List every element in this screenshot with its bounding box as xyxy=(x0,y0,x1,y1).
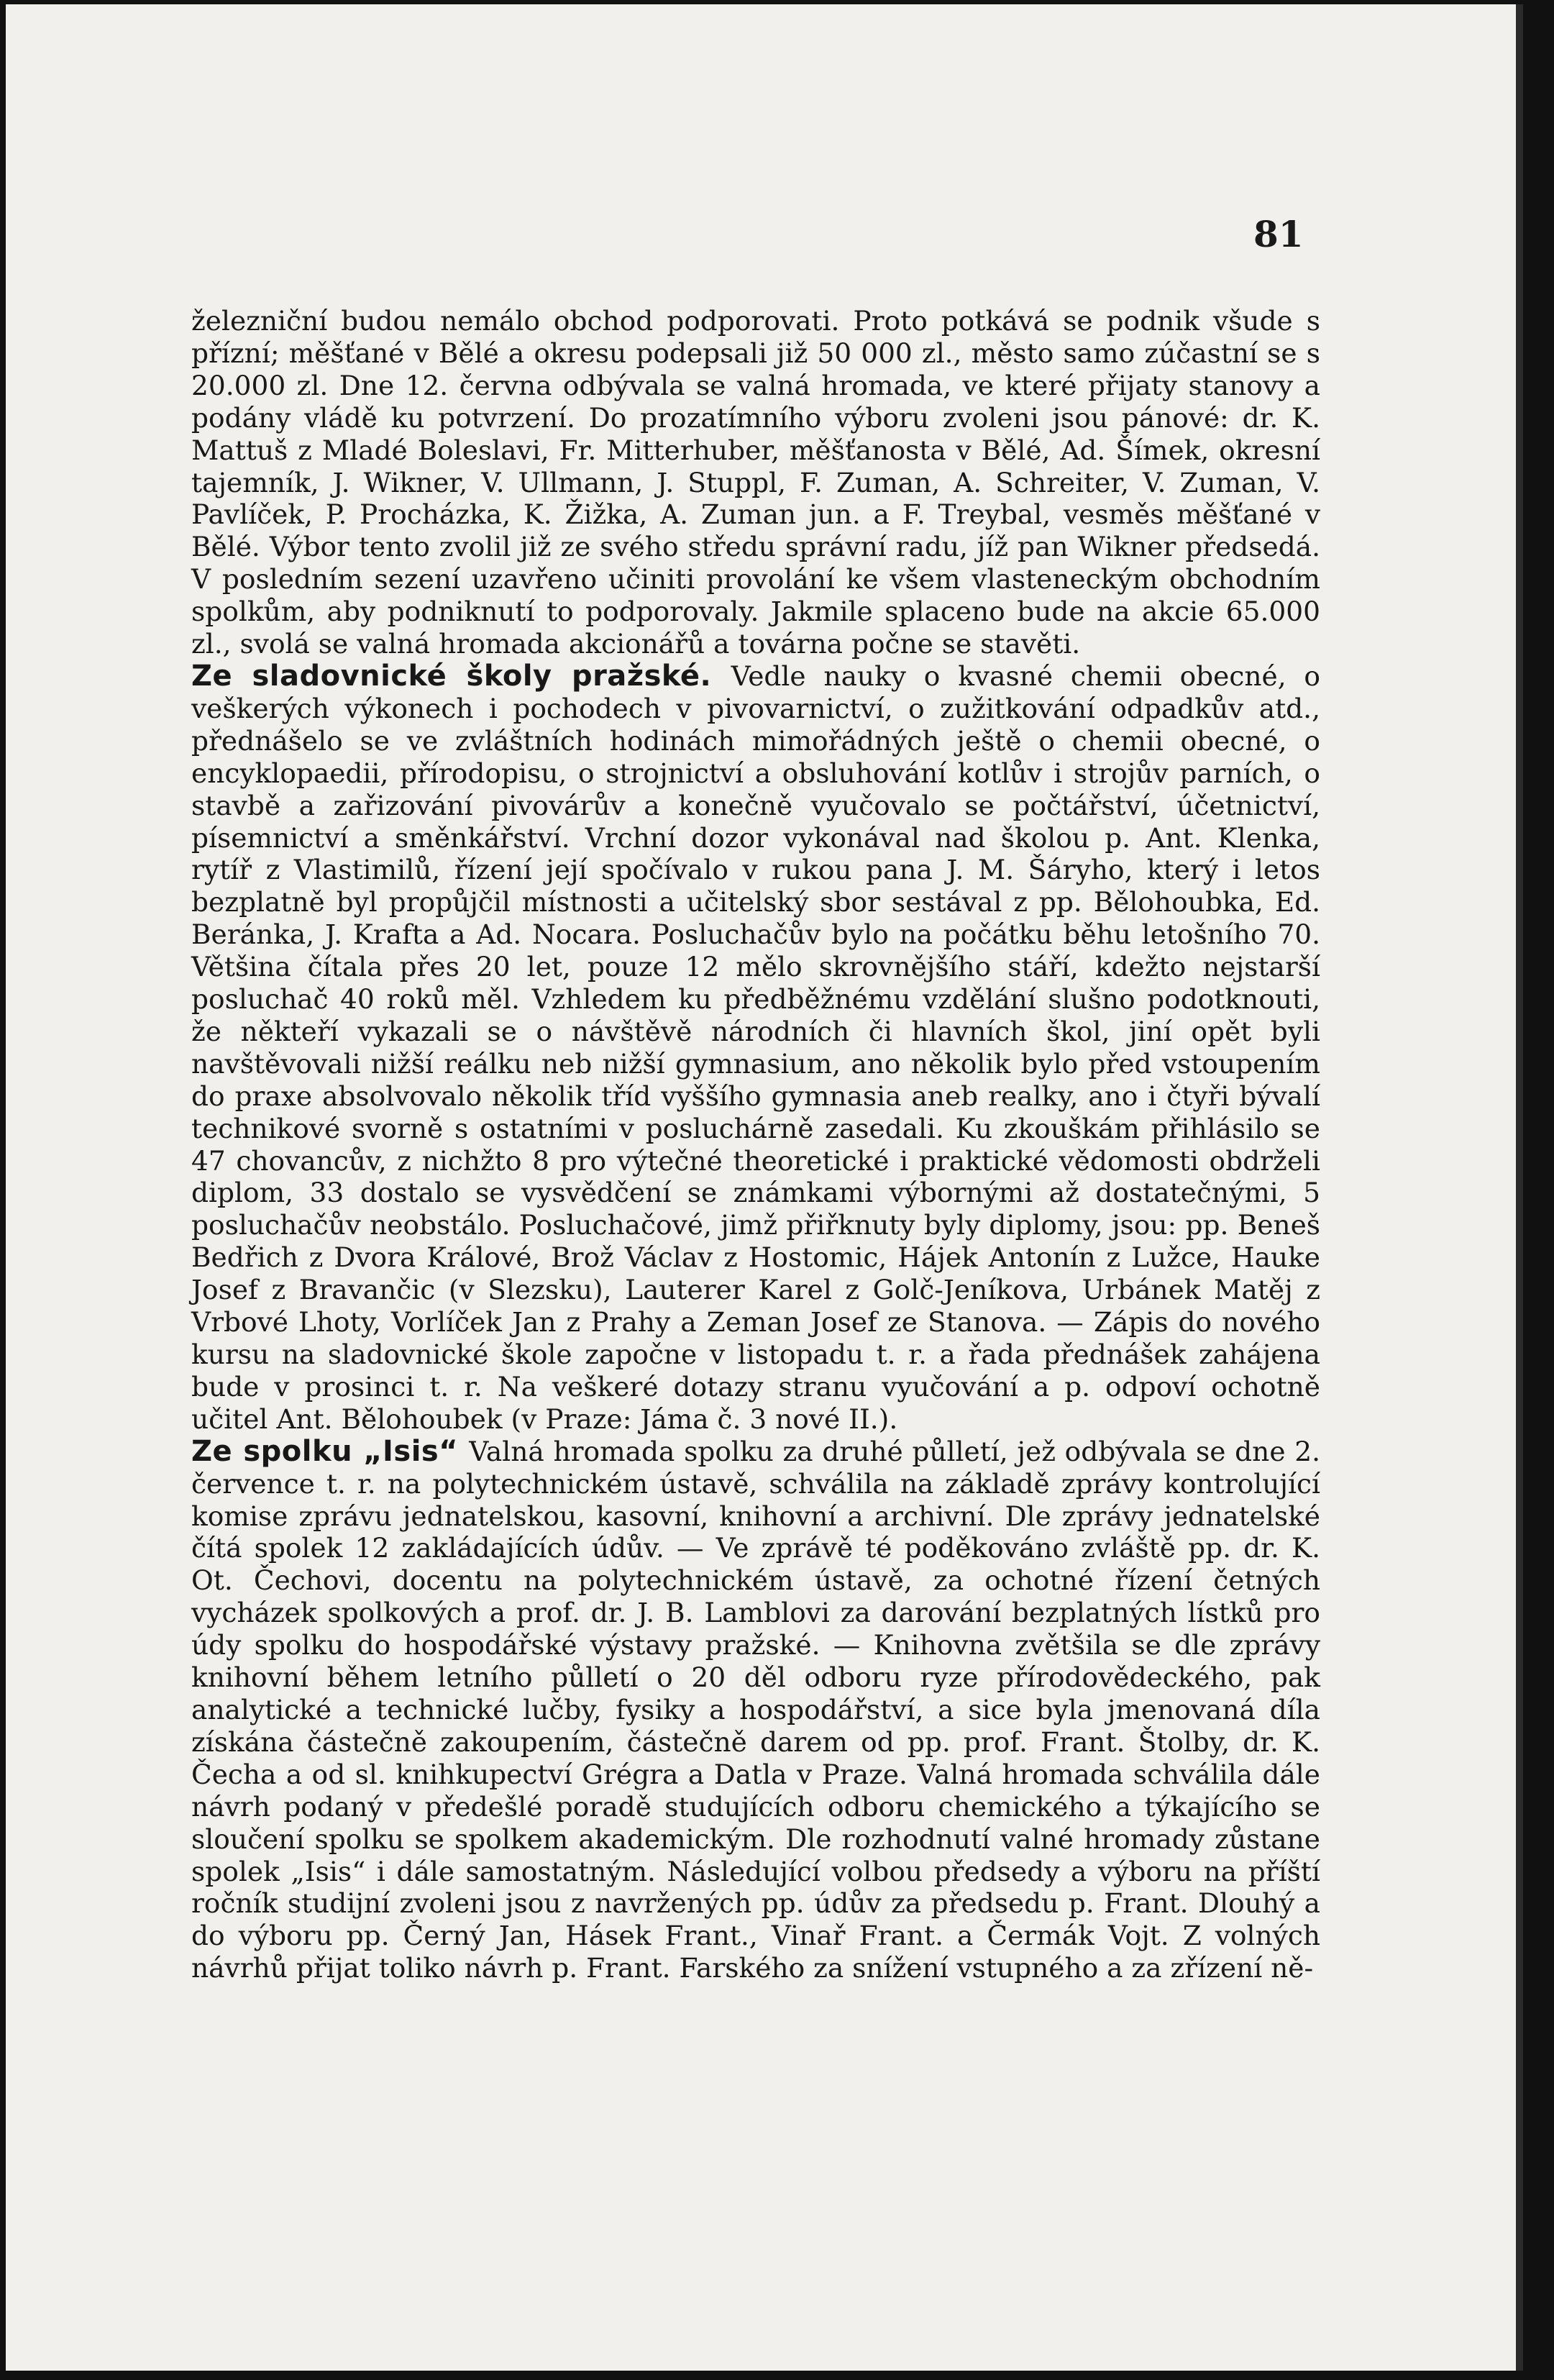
paragraph-text: Vedle nauky o kvasné chemii obecné, o veškerých výkonech i pochodech v pivovarnictví, o zužitkování odpadkův atd., přednášelo se ve zvláštních hodinách mimořádných ještě o chemii obecné, o encyklopaedii, přírodopisu, o strojnictví a obsluhování kotlův i strojův parních, o stavbě a zařizování pivovárův a konečně vyučovalo se počtářství, účetnictví, písemnictví a směnkářství. Vrchní dozor vykonával nad školou p. Ant. Klenka, rytíř z Vlastimilů, řízení její spočívalo v rukou pana J. M. Šáryho, který i letos bezplatně byl propůjčil místnosti a učitelský sbor sestával z pp. Bělohoubka, Ed. Beránka, J. Krafta a Ad. Nocara. Posluchačův bylo na počátku běhu letošního 70. Většina čítala přes 20 let, pouze 12 mělo skrovnějšího stáří, kdežto nejstarší posluchač 40 roků měl. Vzhledem ku předběžnému vzdělání slušno podotknouti, že někteří vykazali se o návštěvě národních či hlavních škol, jiní opět byli navštěvovali nižší reálku neb nižší gymnasium, ano několik bylo před vstoupením do praxe absolvovalo několik tříd vyššího gymnasia aneb realky, ano i čtyři bývalí technikové svorně s ostatními v posluchárně zasedali. Ku zkouškám přihlásilo se 47 chovancův, z nichžto 8 pro výtečné theoretické i praktické vědomosti obdrželi diplom, 33 dostalo se vysvědčení se známkami výbornými až dostatečnými, 5 posluchačův neobstálo. Posluchačové, jimž přiřknuty byly diplomy, jsou: pp. Beneš Bedřich z Dvora Králové, Brož Václav z Hostomic, Hájek Antonín z Lužce, Hauke Josef z Bravančic (v Slezsku), Lauterer Karel z Golč-Jeníkova, Urbánek Matěj z Vrbové Lhoty, Vorlíček Jan z Prahy a Zeman Josef ze Stanova. — Zápis do nového kursu na sladovnické škole započne v listopadu t. r. a řada přednášek zahájena bude v prosinci t. r. Na veškeré dotazy stranu vyučování a p. odpoví ochotně učitel Ant. Bělohoubek (v Praze: Jáma č. 3 nové II.). xyxy=(191,660,1321,1435)
paragraph-text: Valná hromada spolku za druhé půlletí, jež odbývala se dne 2. července t. r. na polytechnickém ústavě, schválila na základě zprávy kontrolující komise zprávu jednatelskou, kasovní, knihovní a archivní. Dle zprávy jednatelské čítá spolek 12 zakládajících údův. — Ve zprávě té poděkováno zvláště pp. dr. K. Ot. Čechovi, docentu na polytechnickém ústavě, za ochotné řízení četných vycházek spolkových a prof. dr. J. B. Lamblovi za darování bezplatných lístků pro údy spolku do hospodářské výstavy pražské. — Knihovna zvětšila se dle zprávy knihovní během letního půlletí o 20 děl odboru ryze přírodovědeckého, pak analytické a technické lučby, fysiky a hospodářství, a sice byla jmenovaná díla získána částečně zakoupením, částečně darem od pp. prof. Frant. Štolby, dr. K. Čecha a od sl. knihkupectví Grégra a Datla v Praze. Valná hromada schválila dále návrh podaný v předešlé poradě studujících odboru chemického a týkajícího se sloučení spolku se spolkem akademickým. Dle rozhodnutí valné hromady zůstane spolek „Isis“ i dále samostatným. Následující volbou předsedy a výboru na příští ročník studijní zvoleni jsou z navržených pp. údův za předsedu p. Frant. Dlouhý a do výboru pp. Černý Jan, Hásek Frant., Vinař Frant. a Čermák Vojt. Z volných návrhů přijat toliko návrh p. Frant. Farského za snížení vstupného a za zřízení ně- xyxy=(191,1435,1320,1984)
paragraph-text: železniční budou nemálo obchod podporovati. Proto potkává se podnik všude s přízní; měšťané v Bělé a okresu podepsali již 50 000 zl., město samo zúčastní se s 20.000 zl. Dne 12. června odbývala se valná hromada, ve které přijaty stanovy a podány vládě ku potvrzení. Do prozatímního výboru zvoleni jsou pánové: dr. K. Mattuš z Mladé Boleslavi, Fr. Mitterhuber, měšťanosta v Bělé, Ad. Šímek, okresní tajemník, J. Wikner, V. Ullmann, J. Stuppl, F. Zuman, A. Schreiter, V. Zuman, V. Pavlíček, P. Procházka, K. Žižka, A. Zuman jun. a F. Treybal, vesměs měšťané v Bělé. Výbor tento zvolil již ze svého středu správní radu, jíž pan Wikner předsedá. V posledním sezení uzavřeno učiniti provolání ke všem vlasteneckým obchodním spolkům, aby podniknutí to podporovaly. Jakmile splaceno bude na akcie 65.000 zl., svolá se valná hromada akcionářů a továrna počne se stavěti. xyxy=(191,305,1320,660)
page-number: 81 xyxy=(1253,213,1304,255)
paragraph-railway xyxy=(191,305,1320,660)
section-heading: Ze spolku „Isis“ xyxy=(191,1434,470,1468)
scanned-page xyxy=(6,4,1523,2371)
paragraph-isis-society xyxy=(191,1436,1320,1984)
paragraph-malting-school xyxy=(191,660,1320,1436)
section-heading: Ze sladovnické školy pražské. xyxy=(191,659,731,693)
body-text xyxy=(191,305,1320,1984)
